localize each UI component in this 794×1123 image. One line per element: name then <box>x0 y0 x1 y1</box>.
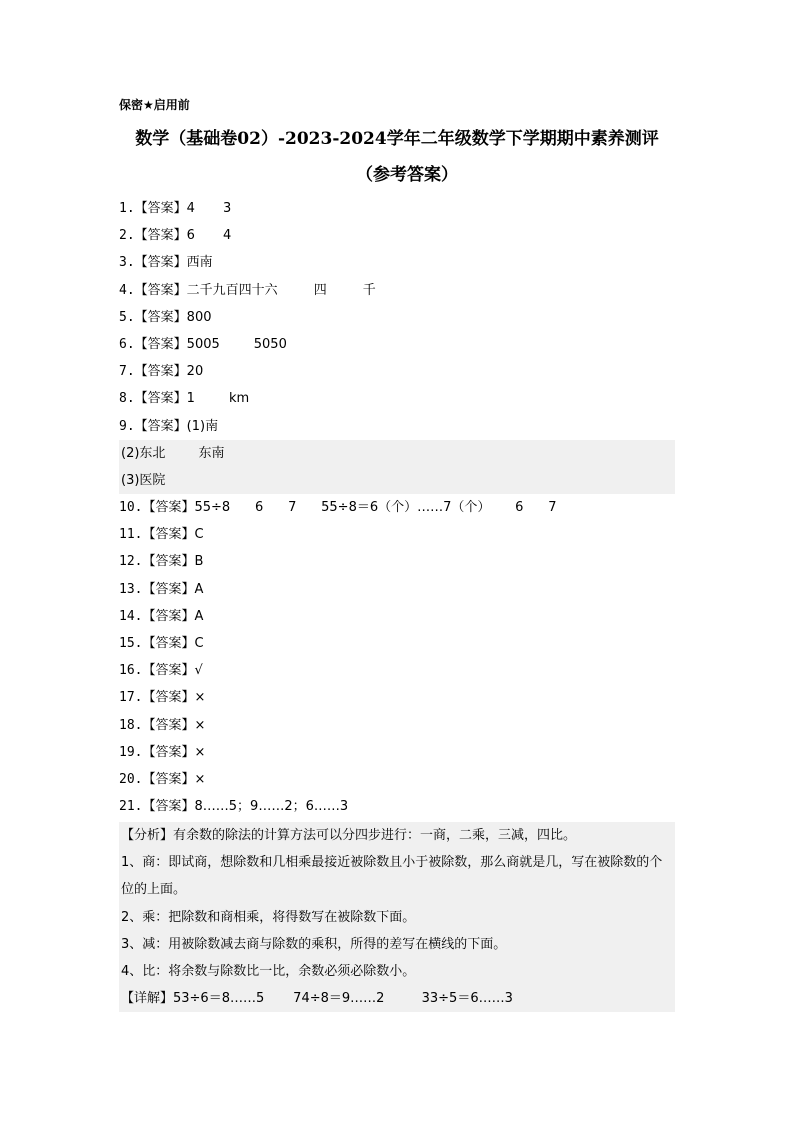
answer-tag: 【答案】 <box>134 201 187 216</box>
answer-value: 西南 <box>186 255 213 271</box>
analysis-step-3: 3、减：用被除数减去商与除数的乘积，所得的差写在横线的下面。 <box>121 936 507 952</box>
confidential-label: 保密★启用前 <box>119 98 190 112</box>
analysis-step-1: 1、商：即试商，想除数和几相乘最接近被除数且小于被除数，那么商就是几，写在被除数的个位的上面。 <box>121 855 663 898</box>
answer-value: 5050 <box>253 336 287 352</box>
question-number: 15. <box>119 636 143 651</box>
answer-value: C <box>194 636 204 651</box>
answer-value: 6 <box>186 228 195 244</box>
cross-mark: × <box>194 717 206 733</box>
answer-value: 二千九百四十六 <box>186 282 278 298</box>
answer-tag: 【答案】 <box>142 500 195 516</box>
answer-row-15 <box>119 630 675 657</box>
answer-value: (3)医院 <box>121 472 166 488</box>
answer-row-10 <box>119 494 675 521</box>
question-number: 14. <box>119 608 143 624</box>
answer-value: C <box>194 527 204 543</box>
answer-unit: km <box>228 391 250 407</box>
question-number: 10. <box>119 500 143 516</box>
answer-row-9-part3 <box>119 467 675 494</box>
answer-value: 3 <box>222 201 232 216</box>
analysis-detail: 【详解】53÷6＝8……5 74÷8＝9……2 33÷5＝6……3 <box>121 991 513 1007</box>
question-number: 5. <box>119 309 135 325</box>
answer-tag: 【答案】 <box>142 717 195 733</box>
answer-row-16 <box>119 657 675 684</box>
answer-tag: 【答案】 <box>142 581 195 597</box>
question-number: 21. <box>119 799 143 815</box>
answer-row-8 <box>119 385 675 412</box>
question-number: 19. <box>119 744 143 760</box>
question-number: 9. <box>119 418 135 434</box>
answer-value: 20 <box>186 364 204 380</box>
document-title: 数学（基础卷02）-2023-2024学年二年级数学下学期期中素养测评 <box>135 129 659 149</box>
question-number: 18. <box>119 717 143 733</box>
answer-row-18 <box>119 712 675 739</box>
answer-tag: 【答案】 <box>142 554 195 570</box>
answer-row-1 <box>119 195 675 222</box>
question-number: 2. <box>119 228 135 244</box>
answer-tag: 【答案】 <box>134 336 187 352</box>
answer-value: (1)南 <box>186 418 219 434</box>
answer-tag: 【答案】 <box>142 636 195 651</box>
answer-row-14 <box>119 603 675 630</box>
answer-value: 4 <box>222 228 232 244</box>
question-number: 11. <box>119 527 143 543</box>
analysis-step-2: 2、乘：把除数和商相乘，将得数写在被除数下面。 <box>121 909 416 925</box>
answer-value: 8……5；9……2；6……3 <box>194 799 349 815</box>
answer-tag: 【答案】 <box>134 309 187 325</box>
document-subtitle: （参考答案） <box>356 165 458 185</box>
answer-tag: 【答案】 <box>134 255 187 271</box>
question-number: 17. <box>119 690 143 706</box>
question-number: 12. <box>119 554 143 570</box>
answer-row-12 <box>119 548 675 575</box>
question-number: 8. <box>119 391 135 407</box>
question-number: 1. <box>119 201 135 216</box>
answer-value: 800 <box>186 309 212 325</box>
answer-row-7 <box>119 358 675 385</box>
answer-tag: 【答案】 <box>142 771 195 787</box>
answer-row-4 <box>119 277 675 304</box>
analysis-step-4: 4、比：将余数与除数比一比，余数必须必除数小。 <box>121 964 416 980</box>
answer-row-5 <box>119 304 675 331</box>
answer-value: A <box>194 581 204 597</box>
answer-value: (2)东北 东南 <box>121 445 225 461</box>
answer-row-6 <box>119 331 675 358</box>
answer-value: 55÷8 6 7 55÷8＝6（个）……7（个） 6 7 <box>194 500 557 516</box>
answer-value: 1 <box>186 391 195 407</box>
answer-value: 千 <box>362 282 376 298</box>
answer-tag: 【答案】 <box>134 418 187 434</box>
answer-tag: 【答案】 <box>142 663 195 679</box>
answer-tag: 【答案】 <box>134 228 187 244</box>
answer-value: 4 <box>186 201 195 216</box>
cross-mark: × <box>194 690 206 706</box>
answer-row-17 <box>119 684 675 711</box>
answer-row-9 <box>119 413 675 440</box>
question-number: 16. <box>119 663 143 679</box>
answer-value: 5005 <box>186 336 220 352</box>
answer-tag: 【答案】 <box>142 690 195 706</box>
answer-value: A <box>194 608 204 624</box>
answer-tag: 【答案】 <box>134 364 187 380</box>
answer-tag: 【答案】 <box>142 527 195 543</box>
answer-row-2 <box>119 222 675 249</box>
answer-tag: 【答案】 <box>134 282 187 298</box>
question-number: 3. <box>119 255 135 271</box>
analysis-section <box>119 822 675 1012</box>
cross-mark: × <box>194 744 206 760</box>
answer-value: B <box>194 554 204 570</box>
question-number: 20. <box>119 771 143 787</box>
answer-value: 四 <box>313 282 327 298</box>
answer-row-20 <box>119 766 675 793</box>
answer-row-13 <box>119 576 675 603</box>
answer-tag: 【答案】 <box>134 391 187 407</box>
analysis-intro: 【分析】有余数的除法的计算方法可以分四步进行：一商，二乘，三减，四比。 <box>121 828 577 843</box>
answer-row-3 <box>119 249 675 276</box>
answer-tag: 【答案】 <box>142 744 195 760</box>
answer-row-19 <box>119 739 675 766</box>
answer-row-9-part2 <box>119 440 675 467</box>
answer-tag: 【答案】 <box>142 799 195 815</box>
cross-mark: × <box>194 771 206 787</box>
answer-tag: 【答案】 <box>142 608 195 624</box>
check-mark: √ <box>194 663 203 679</box>
answer-row-21 <box>119 793 675 820</box>
question-number: 6. <box>119 336 135 352</box>
answer-list <box>119 195 675 820</box>
question-number: 7. <box>119 364 135 380</box>
answer-row-11 <box>119 521 675 548</box>
question-number: 13. <box>119 581 143 597</box>
question-number: 4. <box>119 282 135 298</box>
